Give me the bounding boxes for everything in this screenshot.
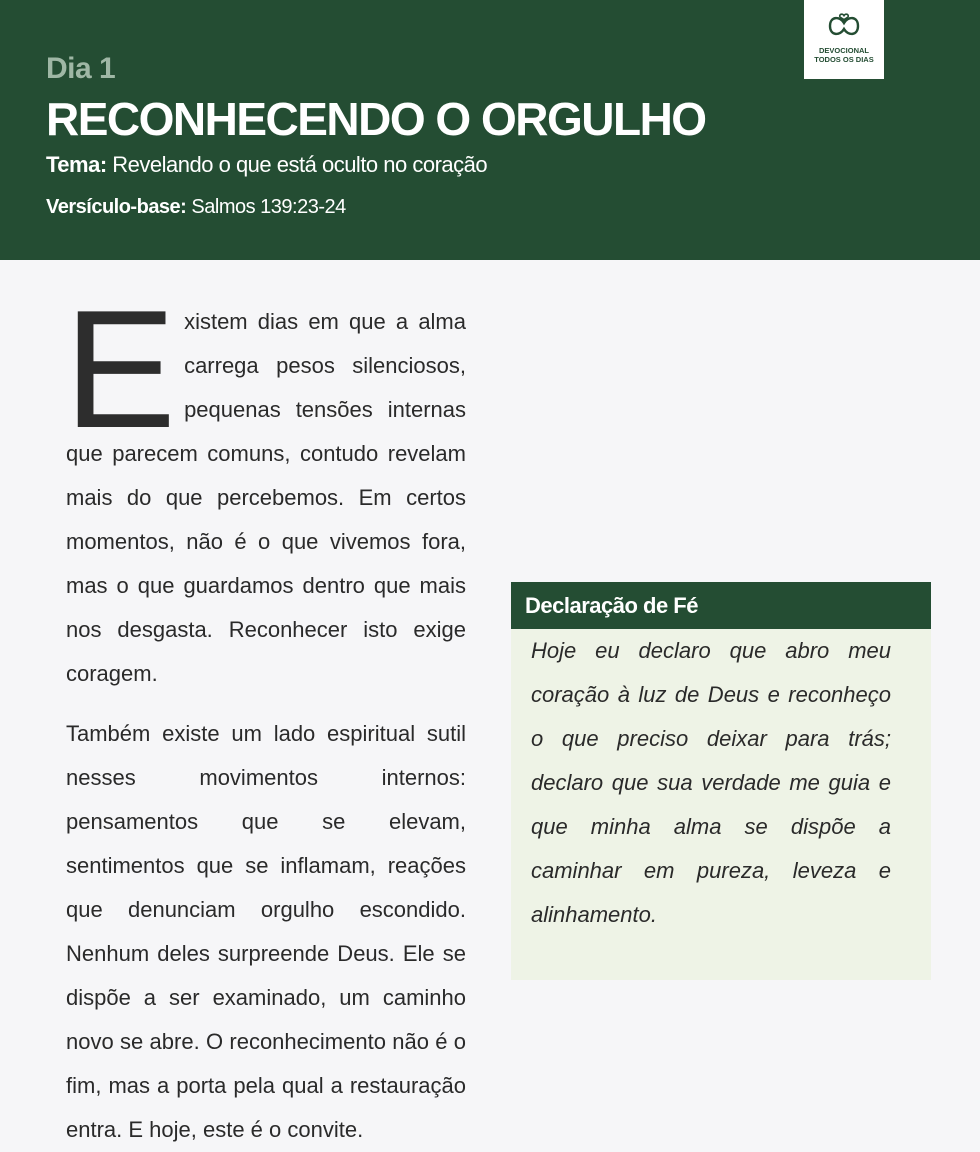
declaration-title: Declaração de Fé	[511, 582, 931, 629]
verse-label: Versículo-base:	[46, 196, 187, 218]
logo-text	[804, 46, 884, 64]
verse-line	[46, 196, 346, 219]
theme-label: Tema:	[46, 152, 107, 177]
declaration-box	[511, 582, 931, 980]
declaration-text: Hoje eu declaro que abro meu coração à luz de Deus e reconheço o que preciso deixar para trás; declaro que sua verdade me guia e que minha alma se dispõe a caminhar em pureza, leveza e alinhamento.	[531, 638, 891, 927]
theme-line	[46, 152, 487, 178]
body-left-column	[64, 275, 466, 1152]
paragraph-1-text: xistem dias em que a alma carrega pesos silenciosos, pequenas tensões internas que parecem comuns, contudo revelam mais do que percebemos. Em certos momentos, não é o que vivemos fora, mas o que guardamos dentro que mais nos desgasta. Reconhecer isto exige coragem.	[66, 309, 466, 686]
infinity-heart-icon	[824, 11, 864, 41]
theme-value: Revelando o que está oculto no coração	[112, 152, 488, 177]
logo	[804, 0, 884, 79]
paragraph-2: Também existe um lado espiritual sutil nesses movimentos internos: pensamentos que se elevam, sentimentos que se inflamam, reações que denunciam orgulho escondido. Nenhum deles surpreende Deus. Ele se dispõe a ser examinado, um caminho novo se abre. O reconhecimento não é o fim, mas a porta pela qual a restauração entra. E hoje, este é o convite.	[66, 721, 466, 1142]
day-label: Dia 1	[46, 52, 116, 85]
page-title: RECONHECENDO O ORGULHO	[46, 93, 706, 145]
logo-line-1: DEVOCIONAL	[818, 46, 869, 55]
drop-cap: E	[64, 275, 177, 463]
logo-line-2: TODOS OS DIAS	[814, 55, 874, 64]
header-banner	[0, 0, 980, 260]
verse-value: Salmos 139:23-24	[191, 196, 346, 218]
paragraph-1	[64, 275, 466, 696]
